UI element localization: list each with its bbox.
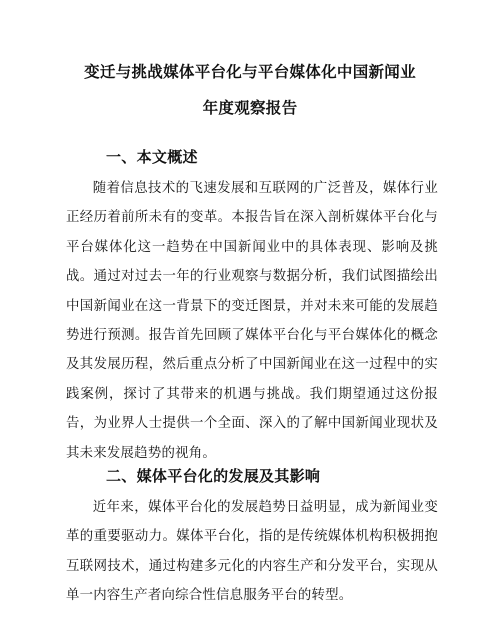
section-heading-platformization: 二、媒体平台化的发展及其影响: [106, 467, 321, 485]
report-title-line-1: 变迁与挑战媒体平台化与平台媒体化中国新闻业: [84, 62, 416, 81]
section-paragraph-overview: 随着信息技术的飞速发展和互联网的广泛普及，媒体行业正经历着前所未有的变革。本报告旨在深入剖析媒体平台化与平台媒体化这一趋势在中国新闻业中的具体表现、影响及挑战。通过对过去一年的行业观察与数据分析，我们试图描绘出中国新闻业在这一背景下的变迁图景，并对未来可能的发展趋势进行预测。报告首先回顾了媒体平台化与平台媒体化的概念及其发展历程，然后重点分析了中国新闻业在这一过程中的实践案例，探讨了其带来的机遇与挑战。我们期望通过这份报告，为业界人士提供一个全面、深入的了解中国新闻业现状及其未来发展趋势的视角。: [66, 181, 438, 461]
report-title-line-2: 年度观察报告: [202, 98, 298, 117]
section-paragraph-platformization: 近年来，媒体平台化的发展趋势日益明显，成为新闻业变革的重要驱动力。媒体平台化，指的是传统媒体机构积极拥抱互联网技术，通过构建多元化的内容生产和分发平台，实现从单一内容生产者向综合性信息服务平台的转型。: [66, 500, 438, 604]
section-heading-overview: 一、本文概述: [106, 148, 198, 166]
